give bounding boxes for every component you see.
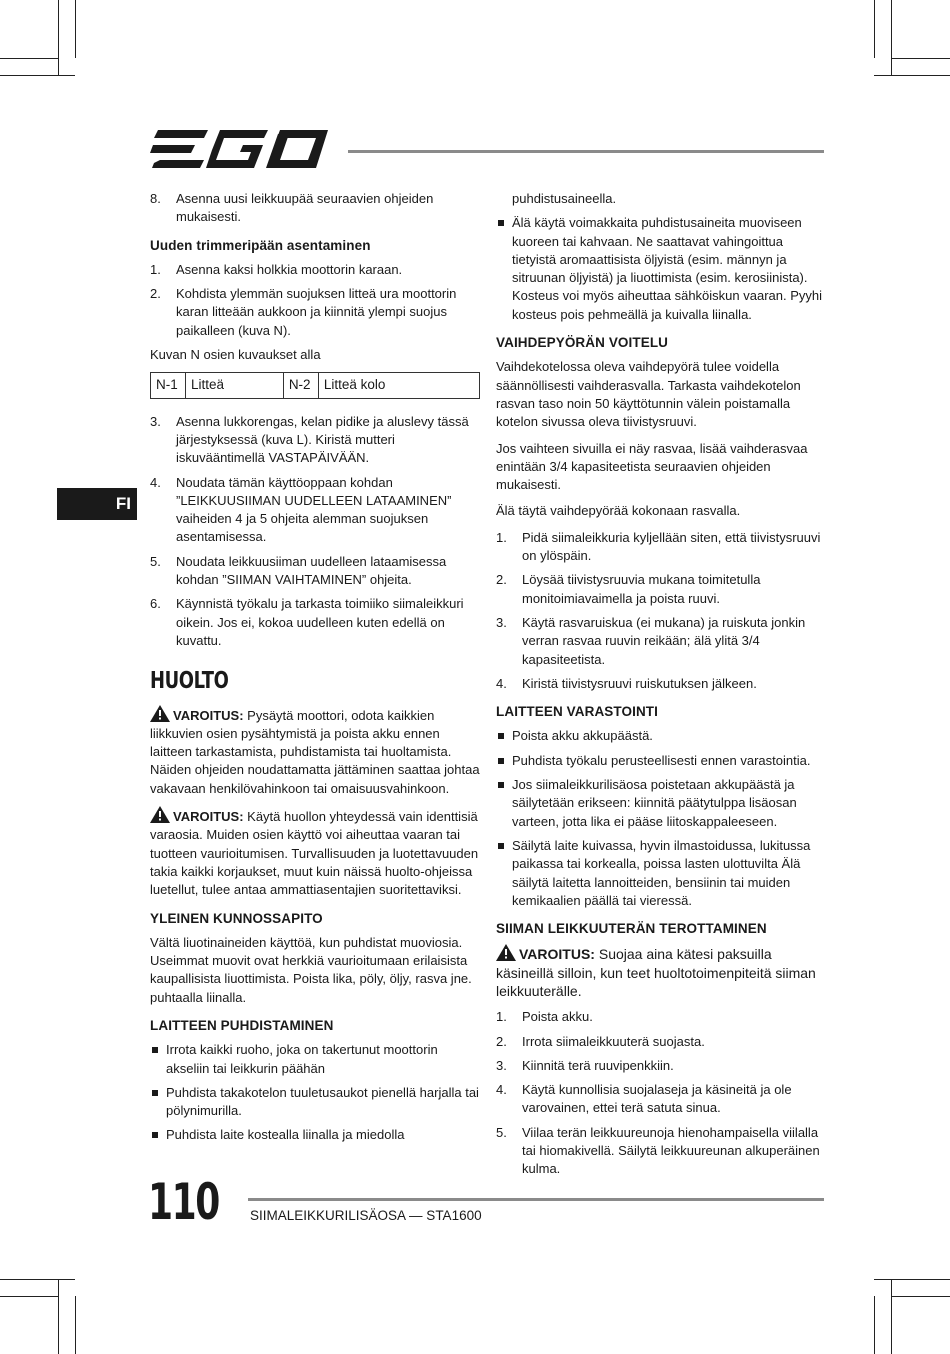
body-paragraph: Jos vaihteen sivuilla ei näy rasvaa, lisää vaihderasvaa enintään 3/4 kapasiteetista seuraavien ohjeiden mukaisesti. <box>496 440 808 493</box>
list-item: 2. Kohdista ylemmän suojuksen litteä ura moottorin karan litteään aukkoon ja kiinnitä ylempi suojus paikalleen (kuva N). <box>150 286 457 338</box>
list-item: 8. Asenna uusi leikkuupää seuraavien ohjeiden mukaisesti. <box>150 191 434 225</box>
list-item: 1. Asenna kaksi holkkia moottorin karaan. <box>150 261 403 277</box>
body-paragraph: Älä täytä vaihdepyörää kokonaan rasvalla. <box>496 503 741 519</box>
sharpen-steps <box>496 1008 826 1178</box>
crop-mark <box>75 1296 76 1354</box>
warning-paragraph <box>150 806 480 899</box>
part-code: N-2 <box>283 373 318 398</box>
list-item: 4. Käytä kunnollisia suojalaseja ja käsineitä ja ole varovainen, ettei terä satuta sinua. <box>496 1082 792 1116</box>
list-item: Irrota kaikki ruoho, joka on takertunut moottorin akseliin tai leikkurin päähän <box>150 1041 480 1078</box>
warning-text: Suojaa aina kätesi paksuilla käsineillä silloin, kun teet huoltotoimenpiteitä siiman leikkuuterälle. <box>496 946 816 999</box>
crop-mark <box>874 1279 950 1280</box>
part-label: Litteä <box>186 373 284 398</box>
warning-triangle-icon <box>150 806 170 823</box>
list-item: 3. Käytä rasvaruiskua (ei mukana) ja ruiskuta jonkin verran rasvaa ruuvin reikään; älä ylitä 3/4 kapasiteetista. <box>496 614 806 667</box>
list-item: 4. Kiristä tiivistysruuvi ruiskutuksen jälkeen. <box>496 675 757 691</box>
crop-mark <box>891 0 892 75</box>
list-item: 6. Käynnistä työkalu ja tarkasta toimiiko siimaleikkuri oikein. Jos ei, kokoa uudelleen kuten edellä on kuvattu. <box>150 596 464 648</box>
warning-paragraph <box>150 705 480 798</box>
crop-mark <box>0 58 58 59</box>
body-paragraph: Vältä liuotinaineiden käyttöä, kun puhdistat muoviosia. Useimmat muovit ovat herkkiä vaurioitumaan erilaisista kaupallisista liuottimista. Poista lika, pöly, öljy, rasva jne. puhtaalla liinalla. <box>150 934 472 1005</box>
crop-mark <box>58 1279 59 1354</box>
list-item: Puhdista laite kostealla liinalla ja miedolla <box>150 1126 480 1144</box>
ego-logo <box>150 130 330 172</box>
figure-caption: Kuvan N osien kuvaukset alla <box>150 347 321 363</box>
section-heading: LAITTEEN PUHDISTAMINEN <box>150 1017 334 1033</box>
list-item: Älä käytä voimakkaita puhdistusaineita muoviseen kuoreen tai kahvaan. Ne saattavat vahingoittua tietyistä aromaattisista öljyistä (esim. männyn ja sitruunan öljyistä) ja liuottimista (esim. kerosiinista). Kosteus voi myös aiheuttaa sähköiskun vaaran. Pyyhi kosteus pois pehmeällä ja kuivalla liinalla. <box>496 214 826 324</box>
list-item: 1. Pidä siimaleikkuria kyljellään siten, että tiivistysruuvi on ylöspäin. <box>496 529 821 564</box>
list-item: 1. Poista akku. <box>496 1009 593 1025</box>
list-item: 5. Viilaa terän leikkuureunoja hienohampaisella viilalla tai hiomakivellä. Säilytä leikkuureunan alkuperäinen kulma. <box>496 1124 820 1177</box>
cleaning-list-continued <box>496 214 826 324</box>
warning-text: Pysäytä moottori, odota kaikkien liikkuvien osien pysähtymistä ja poista akku ennen laitteen tarkastamista, puhdistamista tai huoltamista. Näiden ohjeiden noudattamatta jättäminen saattaa johtaa vakavaan henkilövahinkoon tai omaisuusvahinkoon. <box>150 707 480 796</box>
warning-label: VAROITUS: <box>173 707 244 723</box>
header-rule <box>348 150 824 153</box>
list-item: Poista akku akkupäästä. <box>496 727 826 745</box>
warning-triangle-icon <box>150 705 170 722</box>
crop-mark <box>891 1279 892 1354</box>
left-column <box>150 190 480 1151</box>
step-list <box>150 190 480 227</box>
warning-label: VAROITUS: <box>519 946 595 963</box>
list-item: Jos siimaleikkurilisäosa poistetaan akkupäästä ja säilytetään erikseen: kiinnitä päätytulppa lisäosan varteen, jotta lika ei pääse liitoskappaleeseen. <box>496 776 826 831</box>
section-heading: SIIMAN LEIKKUUTERÄN TEROTTAMINEN <box>496 921 767 937</box>
crop-mark <box>0 1279 75 1280</box>
part-label: Litteä kolo <box>318 373 479 398</box>
crop-mark <box>0 75 75 76</box>
language-tab: FI <box>57 488 137 520</box>
table-row <box>151 373 480 398</box>
list-item: Puhdista työkalu perusteellisesti ennen varastointia. <box>496 752 826 770</box>
crop-mark <box>892 58 950 59</box>
section-heading: LAITTEEN VARASTOINTI <box>496 704 659 720</box>
body-paragraph: Vaihdekotelossa oleva vaihdepyörä tulee voidella säännöllisesti vaihderasvalla. Tarkasta vaihdekotelon rasvan taso noin 50 käyttötunnin välein poistamalla kotelon sivussa oleva tiivistysruuvi. <box>496 359 801 430</box>
warning-paragraph <box>496 944 826 1000</box>
install-steps-continued <box>150 413 480 651</box>
list-item: 5. Noudata leikkuusiiman uudelleen lataamisessa kohdan ”SIIMAN VAIHTAMINEN” ohjeita. <box>150 553 447 588</box>
crop-mark <box>58 0 59 75</box>
crop-mark <box>0 1296 58 1297</box>
part-code: N-1 <box>151 373 186 398</box>
list-item: 4. Noudata tämän käyttöoppaan kohdan ”LEIKKUUSIIMAN UUDELLEEN LATAAMINEN” vaiheiden 4 ja 5 ohjeita alemman suojuksen asentamisessa. <box>150 474 452 545</box>
storage-list <box>496 727 826 910</box>
page-number: 110 <box>148 1173 219 1231</box>
crop-mark <box>75 0 76 58</box>
list-item: Säilytä laite kuivassa, hyvin ilmastoidussa, lukitussa paikassa tai korkealla, poissa lasten ulottuvilta Älä säilytä laitetta lannoitteiden, bensiinin tai muiden kemikaalien päällä tai vieressä. <box>496 837 826 910</box>
list-item: 3. Asenna lukkorengas, kelan pidike ja aluslevy tässä järjestyksessä (kuva L). Kiristä mutteri iskuvääntimellä VASTAPÄIVÄÄN. <box>150 413 469 466</box>
warning-label: VAROITUS: <box>173 809 244 825</box>
warning-triangle-icon <box>496 944 516 961</box>
section-heading: Uuden trimmeripään asentaminen <box>150 237 371 253</box>
list-item: 3. Kiinnitä terä ruuvipenkkiin. <box>496 1057 674 1073</box>
section-heading: YLEINEN KUNNOSSAPITO <box>150 910 323 926</box>
list-item: Puhdista takakotelon tuuletusaukot pienellä harjalla tai pölynimurilla. <box>150 1084 480 1121</box>
gear-steps <box>496 529 826 693</box>
crop-mark <box>874 0 875 58</box>
list-item: 2. Löysää tiivistysruuvia mukana toimitetulla monitoimiavaimella ja poista ruuvi. <box>496 572 761 606</box>
chapter-title: HUOLTO <box>150 668 229 695</box>
right-column <box>496 190 826 1185</box>
footer-product-name: SIIMALEIKKURILISÄOSA — STA1600 <box>250 1208 482 1223</box>
crop-mark <box>874 75 950 76</box>
warning-text: Käytä huollon yhteydessä vain identtisiä varaosia. Muiden osien käyttö voi aiheuttaa vaaran tai tuotteen vaurioitumisen. Turvallisuuden ja luotettavuuden takia kaikki korjaukset, muut kuin näissä huolto-ohjeissa luetellut, tulee antaa ammattiasentajien suoritettaviksi. <box>150 809 479 898</box>
crop-mark <box>874 1296 875 1354</box>
list-item: 2. Irrota siimaleikkuuterä suojasta. <box>496 1033 705 1049</box>
cleaning-list <box>150 1041 480 1144</box>
footer-rule <box>248 1198 824 1201</box>
parts-table <box>150 372 480 398</box>
section-heading: VAIHDEPYÖRÄN VOITELU <box>496 335 669 351</box>
crop-mark <box>892 1296 950 1297</box>
list-continuation: puhdistusaineella. <box>512 191 617 206</box>
install-steps <box>150 261 480 340</box>
